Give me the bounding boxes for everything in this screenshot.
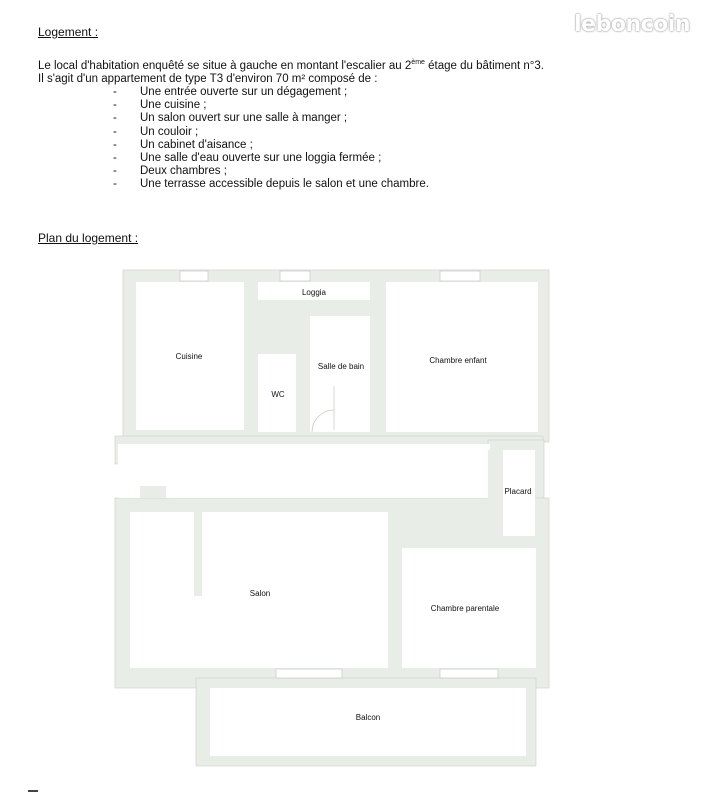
label-salle-de-bain: Salle de bain bbox=[317, 362, 365, 371]
page-edge-mark bbox=[28, 790, 38, 792]
label-balcon: Balcon bbox=[355, 713, 381, 722]
list-item: - Un cabinet d'aisance ; bbox=[113, 139, 429, 152]
leboncoin-watermark: leboncoin bbox=[574, 12, 690, 37]
logement-line-1: Le local d'habitation enquêté se situe à gauche en montant l'escalier au 2ème étage du bâtiment n°3. bbox=[38, 59, 544, 72]
label-chambre-enfant: Chambre enfant bbox=[429, 356, 487, 365]
label-cuisine: Cuisine bbox=[175, 352, 203, 361]
balcon-floor bbox=[210, 688, 526, 756]
couloir-floor bbox=[118, 444, 490, 464]
list-item: - Un couloir ; bbox=[113, 126, 429, 139]
label-placard: Placard bbox=[504, 487, 532, 496]
label-salon: Salon bbox=[249, 589, 271, 598]
plan-heading: Plan du logement : bbox=[38, 231, 139, 245]
logement-line-2: Il s'agit d'un appartement de type T3 d'environ 70 m² composé de : bbox=[38, 73, 378, 86]
list-item: - Une entrée ouverte sur un dégagement ; bbox=[113, 86, 429, 99]
list-item: - Un salon ouvert sur une salle à manger ; bbox=[113, 112, 429, 125]
list-item: - Une terrasse accessible depuis le salon et une chambre. bbox=[113, 178, 429, 191]
entree-floor bbox=[118, 464, 488, 498]
label-loggia: Loggia bbox=[301, 288, 327, 297]
label-wc: WC bbox=[271, 390, 285, 399]
list-item: - Une cuisine ; bbox=[113, 99, 429, 112]
logement-heading: Logement : bbox=[38, 25, 99, 39]
list-item: - Une salle d'eau ouverte sur une loggia fermée ; bbox=[113, 152, 429, 165]
label-chambre-parentale: Chambre parentale bbox=[430, 604, 500, 613]
list-item: - Deux chambres ; bbox=[113, 165, 429, 178]
salle-de-bain-floor bbox=[310, 316, 370, 432]
